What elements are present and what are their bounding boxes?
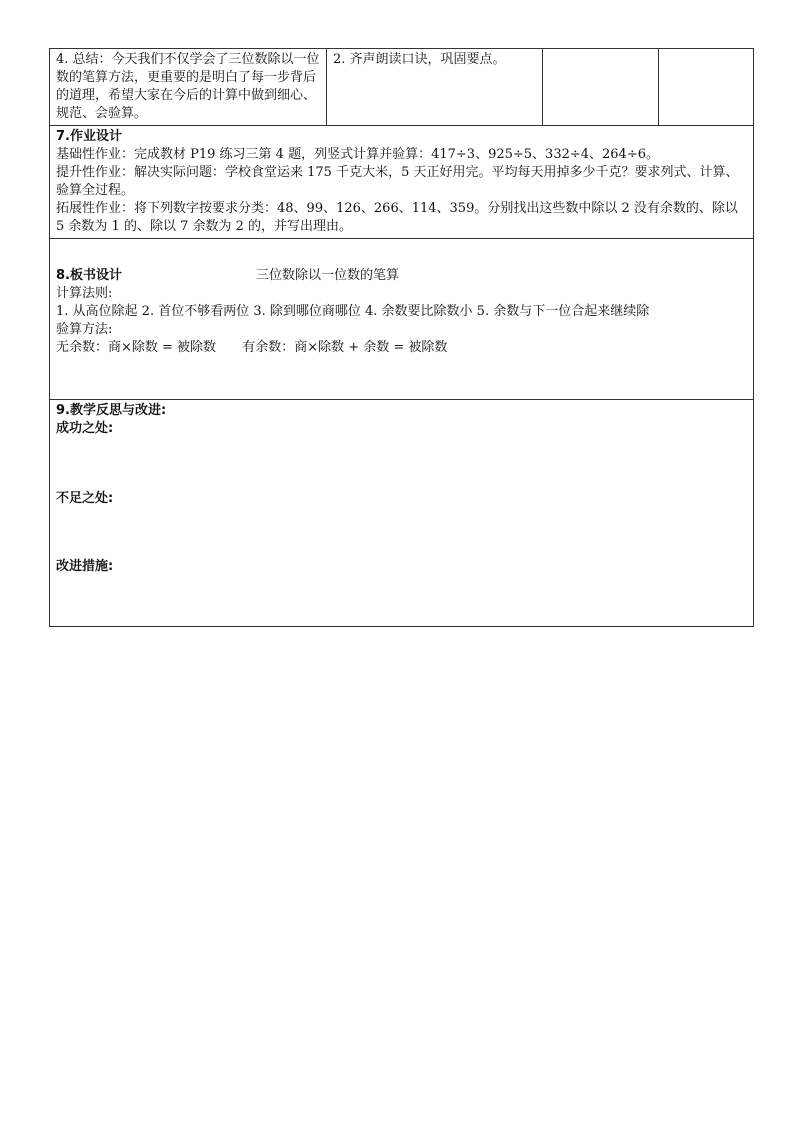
success-label: 成功之处: bbox=[56, 421, 114, 436]
homework-applied: 提升性作业：解决实际问题：学校食堂运来 175 千克大米，5 天正好用完。平均每天用掉多少千克？要求列式、计算、验算全过程。 bbox=[56, 165, 739, 198]
homework-extended: 拓展性作业：将下列数字按要求分类：48、99、126、266、114、359。分别找出这些数中除以 2 没有余数的、除以 5 余数为 1 的、除以 7 余数为 2 的，并写出理由。 bbox=[56, 201, 738, 234]
empty-cell-3 bbox=[543, 49, 659, 126]
homework-basic: 基础性作业：完成教材 P19 练习三第 4 题，列竖式计算并验算：417÷3、925÷5、332÷4、264÷6。 bbox=[56, 147, 659, 162]
homework-title: 7.作业设计 bbox=[56, 129, 122, 144]
lesson-plan-page bbox=[49, 48, 753, 627]
board-heading: 三位数除以一位数的笔算 bbox=[256, 268, 400, 283]
board-row bbox=[50, 239, 754, 400]
verify-remainder: 有余数：商×除数 + 余数 = 被除数 bbox=[242, 340, 448, 355]
reflection-title: 9.教学反思与改进: bbox=[56, 403, 167, 418]
board-header bbox=[56, 267, 747, 285]
homework-row bbox=[50, 126, 754, 239]
empty-cell-4 bbox=[659, 49, 754, 126]
verify-no-remainder: 无余数：商×除数 = 被除数 bbox=[56, 340, 217, 355]
success-space bbox=[56, 438, 747, 490]
improvement-label: 改进措施: bbox=[56, 559, 114, 574]
shortcoming-label: 不足之处: bbox=[56, 491, 114, 506]
summary-cell bbox=[50, 49, 327, 126]
board-rules: 1. 从高位除起 2. 首位不够看两位 3. 除到哪位商哪位 4. 余数要比除数小 5. 余数与下一位合起来继续除 bbox=[56, 304, 650, 319]
homework-cell bbox=[50, 126, 754, 239]
lesson-plan-table bbox=[49, 48, 754, 627]
summary-row bbox=[50, 49, 754, 126]
board-title: 8.板书设计 bbox=[56, 268, 122, 283]
summary-text: 4. 总结：今天我们不仅学会了三位数除以一位数的笔算方法，更重要的是明白了每一步背后的道理，希望大家在今后的计算中做到细心、规范、会验算。 bbox=[56, 52, 320, 121]
student-activity-text: 2. 齐声朗读口诀，巩固要点。 bbox=[333, 52, 506, 67]
reflection-row bbox=[50, 400, 754, 627]
board-rules-label: 计算法则: bbox=[56, 286, 113, 301]
student-activity-cell bbox=[327, 49, 543, 126]
board-verify-row bbox=[56, 339, 747, 357]
board-cell bbox=[50, 239, 754, 400]
board-verify-label: 验算方法: bbox=[56, 322, 113, 337]
reflection-cell bbox=[50, 400, 754, 627]
shortcoming-space bbox=[56, 508, 747, 558]
